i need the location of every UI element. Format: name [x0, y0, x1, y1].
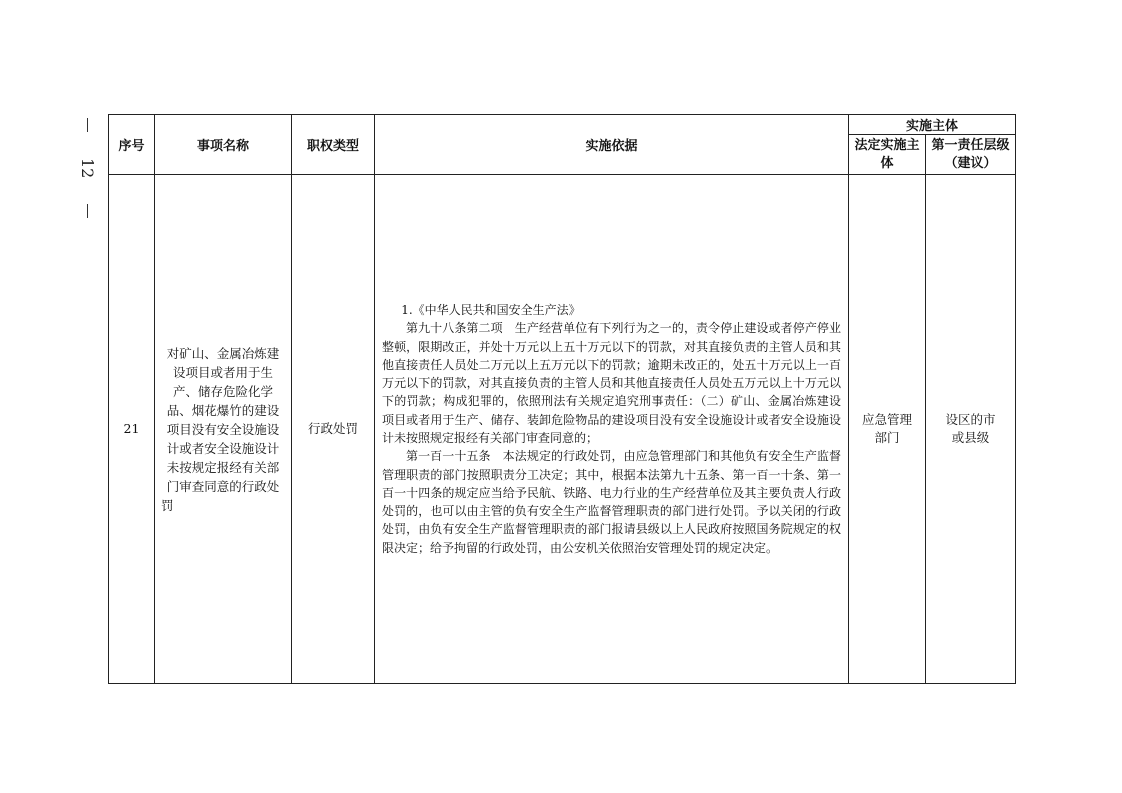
page-number [72, 118, 102, 218]
cell-first-responsibility: 设区的市或县级 [926, 175, 1016, 684]
header-power-type: 职权类型 [292, 115, 375, 175]
header-basis: 实施依据 [375, 115, 849, 175]
header-seq: 序号 [109, 115, 155, 175]
basis-article-98: 第九十八条第二项 生产经营单位有下列行为之一的，责令停止建设或者停产停业整顿，限期改正，并处十万元以上五十万元以下的罚款，对其直接负责的主管人员和其他直接责任人员处二万元以上五万元以下的罚款；逾期未改正的，处五十万元以上一百万元以下的罚款，对其直接负责的主管人员和其他直接责任人员处五万元以上十万元以下的罚款；构成犯罪的，依照刑法有关规定追究刑事责任：（二）矿山、金属冶炼建设项目或者用于生产、储存、装卸危险物品的建设项目没有安全设施设计或者安全设施设计未按照规定报经有关部门审查同意的； [382, 321, 841, 445]
page-number-text: 12 [78, 157, 97, 179]
cell-power-type: 行政处罚 [292, 175, 375, 684]
page-number-dash-bottom [87, 204, 88, 218]
cell-legal-subject: 应急管理部门 [849, 175, 926, 684]
header-row [109, 115, 1016, 135]
items-table [108, 114, 1016, 684]
cell-seq: 21 [109, 175, 155, 684]
header-first-responsibility: 第一责任层级（建议） [926, 135, 1016, 175]
basis-article-115: 第一百一十五条 本法规定的行政处罚，由应急管理部门和其他负有安全生产监督管理职责的部门按照职责分工决定；其中，根据本法第九十五条、第一百一十条、第一百一十四条的规定应当给予民航、铁路、电力行业的生产经营单位及其主要负责人行政处罚的，也可以由主管的负有安全生产监督管理职责的部门进行处罚。予以关闭的行政处罚，由负有安全生产监督管理职责的部门报请县级以上人民政府按照国务院规定的权限决定；给予拘留的行政处罚，由公安机关依照治安管理处罚的规定决定。 [382, 449, 841, 555]
cell-item-name: 对矿山、金属冶炼建设项目或者用于生产、储存危险化学品、烟花爆竹的建设项目没有安全设施设计或者安全设施设计未按规定报经有关部门审查同意的行政处罚 [155, 175, 292, 684]
page-number-dash-top [87, 118, 88, 132]
cell-basis [375, 175, 849, 684]
table-row [109, 175, 1016, 684]
header-subject-group: 实施主体 [849, 115, 1016, 135]
basis-law-title: 1.《中华人民共和国安全生产法》 [401, 302, 581, 317]
header-item-name: 事项名称 [155, 115, 292, 175]
header-legal-subject: 法定实施主体 [849, 135, 926, 175]
